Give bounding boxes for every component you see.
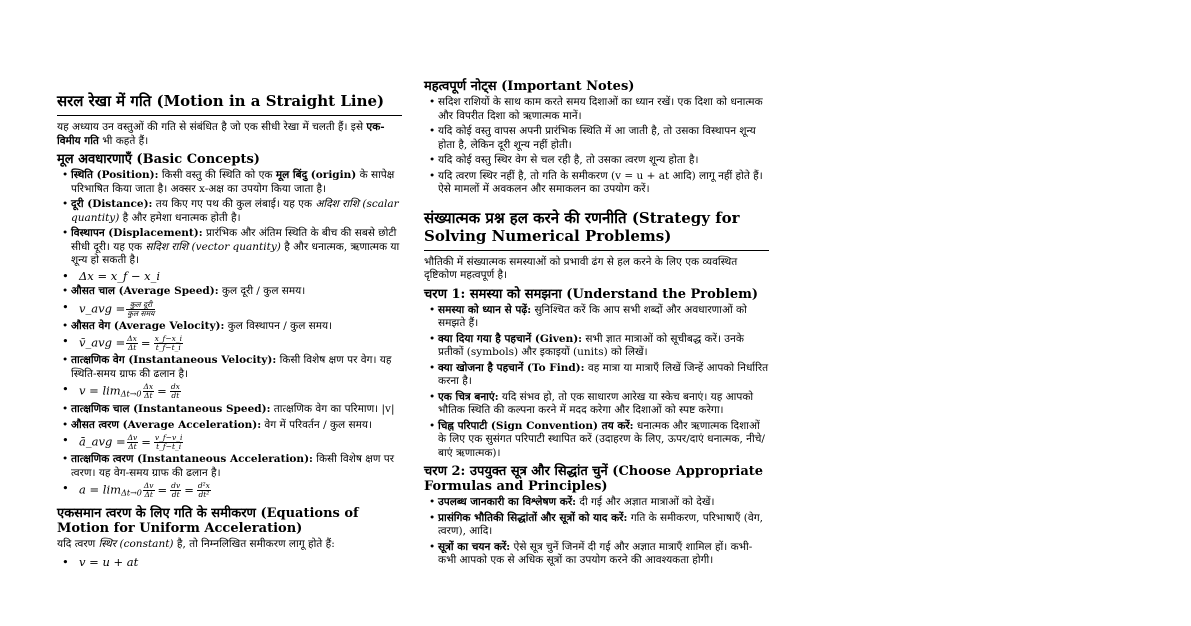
concept-position: • स्थिति (Position): किसी वस्तु की स्थिति को एक मूल बिंदु (origin) के सापेक्ष परिभाषित किया जाता है। अक्सर x-अक्ष का उपयोग किया जाता है। [71,169,402,196]
equation-of-motion-1: • v = u + at [71,556,402,570]
equations-of-motion-list [57,556,402,570]
concept-average-acceleration: • औसत त्वरण (Average Acceleration): वेग में परिवर्तन / कुल समय। [71,419,402,433]
step1-heading: चरण 1: समस्या को समझना (Understand the Problem) [424,286,759,302]
concept-distance: • दूरी (Distance): तय किए गए पथ की कुल लंबाई। यह एक अदिश राशि (scalar quantity) है और हमेशा धनात्मक होती है। [71,198,402,225]
strategy-title: संख्यात्मक प्रश्न हल करने की रणनीति (Strategy for Solving Numerical Problems) [424,209,769,251]
left-column [57,92,402,571]
step2-heading: चरण 2: उपयुक्त सूत्र और सिद्धांत चुनें (Choose Appropriate Formulas and Principles) [424,464,764,494]
equation-average-speed: • v_avg = $\frac{\text{कुल दूरी}}{\text{कुल समय}}$ [71,301,402,318]
equation-instantaneous-velocity: • $v = \lim_{\Delta t\to 0}$ $\frac{\Delta x}{\Delta t}$ = $\frac{dx}{dt}$ [71,383,402,401]
step1-list [424,304,769,461]
equation-average-acceleration: • ā_avg = $\frac{\Delta v}{\Delta t}$ = $\frac{v\_f-v\_i}{t\_f-t\_i}$ [71,434,402,451]
concept-instantaneous-speed: • तात्क्षणिक चाल (Instantaneous Speed): तात्क्षणिक वेग का परिमाण। |v| [71,403,402,417]
equation-displacement: • Δx = x_f − x_i [71,270,402,284]
important-notes-heading: महत्वपूर्ण नोट्स (Important Notes) [424,79,635,94]
strategy-intro: भौतिकी में संख्यात्मक समस्याओं को प्रभावी ढंग से हल करने के लिए एक व्यवस्थित दृष्टिकोण महत्वपूर्ण है। [424,255,738,281]
basic-concepts-heading: मूल अवधारणाएँ (Basic Concepts) [57,152,260,167]
step1-item: • क्या खोजना है पहचानें (To Find): वह मात्रा या मात्राएँ लिखें जिन्हें आपको निर्धारित करना है। [438,362,769,389]
equation-average-velocity: • v̄_avg = $\frac{\Delta x}{\Delta t}$ = $\frac{x\_f-x\_i}{t\_f-t\_i}$ [71,335,402,352]
step2-item: • प्रासंगिक भौतिकी सिद्धांतों और सूत्रों को याद करें: गति के समीकरण, परिभाषाएँ (वेग, त्वरण), आदि। [438,512,769,539]
right-column [424,79,769,570]
equation-instantaneous-acceleration: • $a = \lim_{\Delta t\to 0}$ $\frac{\Delta v}{\Delta t}$ = $\frac{dv}{dt}$ = $\frac{\text{d²x}}{\text{dt²}}$ [71,482,402,500]
concept-instantaneous-acceleration: • तात्क्षणिक त्वरण (Instantaneous Acceleration): किसी विशेष क्षण पर त्वरण। यह वेग-समय ग्राफ की ढलान है। [71,453,402,480]
uniform-acceleration-heading: एकसमान त्वरण के लिए गति के समीकरण (Equations of Motion for Uniform Acceleration) [57,506,359,536]
note-item: • यदि कोई वस्तु स्थिर वेग से चल रही है, तो उसका त्वरण शून्य होता है। [438,154,769,168]
concept-instantaneous-velocity: • तात्क्षणिक वेग (Instantaneous Velocity): किसी विशेष क्षण पर वेग। यह स्थिति-समय ग्राफ की ढलान है। [71,354,402,381]
step1-item: • चिह्न परिपाटी (Sign Convention) तय करें: धनात्मक और ऋणात्मक दिशाओं के लिए एक सुसंगत परिपाटी स्थापित करें (उदाहरण के लिए, ऊपर/दाएं धनात्मक, नीचे/बाएं ऋणात्मक)। [438,420,769,461]
important-notes-list [424,96,769,197]
concept-average-speed: • औसत चाल (Average Speed): कुल दूरी / कुल समय। [71,285,402,299]
chapter-title: सरल रेखा में गति (Motion in a Straight Line) [57,92,402,116]
step1-item: • समस्या को ध्यान से पढ़ें: सुनिश्चित करें कि आप सभी शब्दों और अवधारणाओं को समझते हैं। [438,304,769,331]
basic-concepts-list [57,169,402,500]
note-item: • सदिश राशियों के साथ काम करते समय दिशाओं का ध्यान रखें। एक दिशा को धनात्मक और विपरीत दिशा को ऋणात्मक मानें। [438,96,769,123]
concept-displacement: • विस्थापन (Displacement): प्रारंभिक और अंतिम स्थिति के बीच की सबसे छोटी सीधी दूरी। यह एक सदिश राशि (vector quantity) है और धनात्मक, ऋणात्मक या शून्य हो सकती है। [71,227,402,268]
concept-average-velocity: • औसत वेग (Average Velocity): कुल विस्थापन / कुल समय। [71,320,402,334]
uniform-acceleration-intro: यदि त्वरण स्थिर (constant) है, तो निम्नलिखित समीकरण लागू होते हैं: [57,538,335,550]
step1-item: • एक चित्र बनाएं: यदि संभव हो, तो एक साधारण आरेख या स्केच बनाएं। यह आपको भौतिक स्थिति की कल्पना करने में मदद करेगा और दिशाओं को स्पष्ट करेगा। [438,391,769,418]
note-item: • यदि त्वरण स्थिर नहीं है, तो गति के समीकरण (v = u + at आदि) लागू नहीं होते हैं। ऐसे मामलों में अवकलन और समाकलन का उपयोग करें। [438,170,769,197]
step1-item: • क्या दिया गया है पहचानें (Given): सभी ज्ञात मात्राओं को सूचीबद्ध करें। उनके प्रतीकों (symbols) और इकाइयों (units) को लिखें। [438,333,769,360]
note-item: • यदि कोई वस्तु वापस अपनी प्रारंभिक स्थिति में आ जाती है, तो उसका विस्थापन शून्य होता है, लेकिन दूरी शून्य नहीं होती। [438,125,769,152]
step2-item: • सूत्रों का चयन करें: ऐसे सूत्र चुनें जिनमें दी गई और अज्ञात मात्राएँ शामिल हों। कभी-कभी आपको एक से अधिक सूत्रों का उपयोग करने की आवश्यकता होगी। [438,541,769,568]
intro-paragraph: यह अध्याय उन वस्तुओं की गति से संबंधित है जो एक सीधी रेखा में चलती हैं। इसे एक-विमीय गति भी कहते हैं। [57,121,385,147]
step2-item: • उपलब्ध जानकारी का विश्लेषण करें: दी गई और अज्ञात मात्राओं को देखें। [438,496,769,510]
step2-list [424,496,769,568]
